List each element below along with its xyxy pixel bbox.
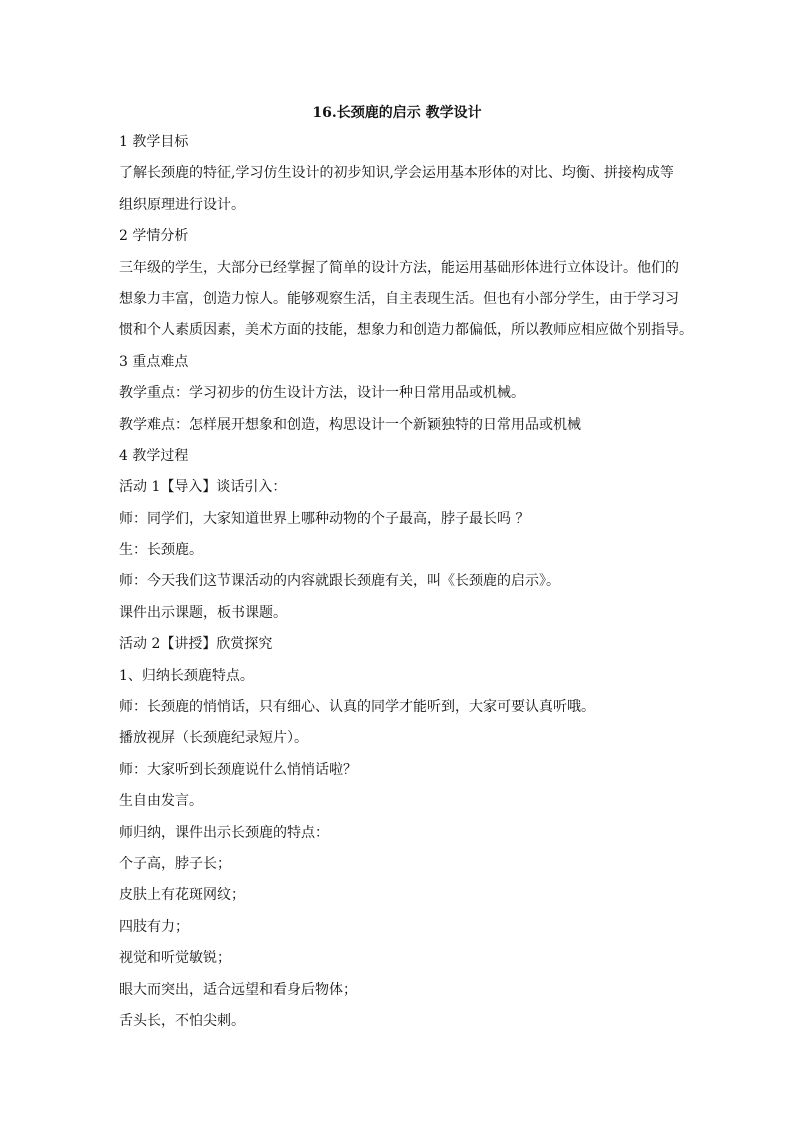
list-item: 视觉和听觉敏锐； [119,950,231,967]
paragraph-line: 教学重点：学习初步的仿生设计方法，设计一种日常用品或机械。 [119,385,525,402]
list-item: 个子高，脖子长； [119,855,231,872]
paragraph-line: 了解长颈鹿的特征,学习仿生设计的初步知识,学会运用基本形体的对比、均衡、拼接构成等 [119,165,674,182]
paragraph-line: 播放视屏（长颈鹿纪录短片）。 [119,730,308,747]
section-heading-objectives: 1 教学目标 [119,134,189,150]
paragraph-line: 教学难点：怎样展开想象和创造，构思设计一个新颖独特的日常用品或机械 [119,416,581,433]
document-body [119,132,693,1042]
section-heading-process: 4 教学过程 [119,447,189,464]
activity-heading: 活动 2【讲授】欣赏探究 [119,636,273,653]
section-heading-analysis: 2 学情分析 [119,228,189,245]
list-item: 四肢有力； [119,918,189,935]
paragraph-line: 想象力丰富，创造力惊人。能够观察生活，自主表现生活。但也有小部分学生，由于学习习 [119,290,679,307]
paragraph-line: 师：长颈鹿的悄悄话，只有细心、认真的同学才能听到，大家可要认真听哦。 [119,699,595,716]
paragraph-line: 生：长颈鹿。 [119,542,203,559]
paragraph-line: 惯和个人素质因素，美术方面的技能，想象力和创造力都偏低，所以教师应相应做个别指导。 [119,322,693,339]
paragraph-line: 师：今天我们这节课活动的内容就跟长颈鹿有关，叫《长颈鹿的启示》。 [119,573,560,590]
paragraph-line: 生自由发言。 [119,793,203,810]
section-heading-key-points: 3 重点难点 [119,353,189,370]
paragraph-line: 1、归纳长颈鹿特点。 [119,667,254,684]
paragraph-line: 师归纳，课件出示长颈鹿的特点： [119,824,329,841]
activity-heading: 活动 1【导入】谈话引入： [119,479,287,496]
paragraph-line: 师：大家听到长颈鹿说什么悄悄话啦？ [119,761,357,778]
list-item: 皮肤上有花斑网纹； [119,887,245,904]
paragraph-line: 三年级的学生，大部分已经掌握了简单的设计方法，能运用基础形体进行立体设计。他们的 [119,259,679,276]
document-title: 16.长颈鹿的启示 教学设计 [312,105,482,121]
paragraph-line: 师：同学们，大家知道世界上哪种动物的个子最高，脖子最长吗 ？ [119,510,530,527]
list-item: 舌头长，不怕尖刺。 [119,1012,245,1029]
paragraph-line: 组织原理进行设计。 [119,196,245,213]
paragraph-line: 课件出示课题，板书课题。 [119,604,287,621]
list-item: 眼大而突出，适合远望和看身后物体； [119,981,357,998]
